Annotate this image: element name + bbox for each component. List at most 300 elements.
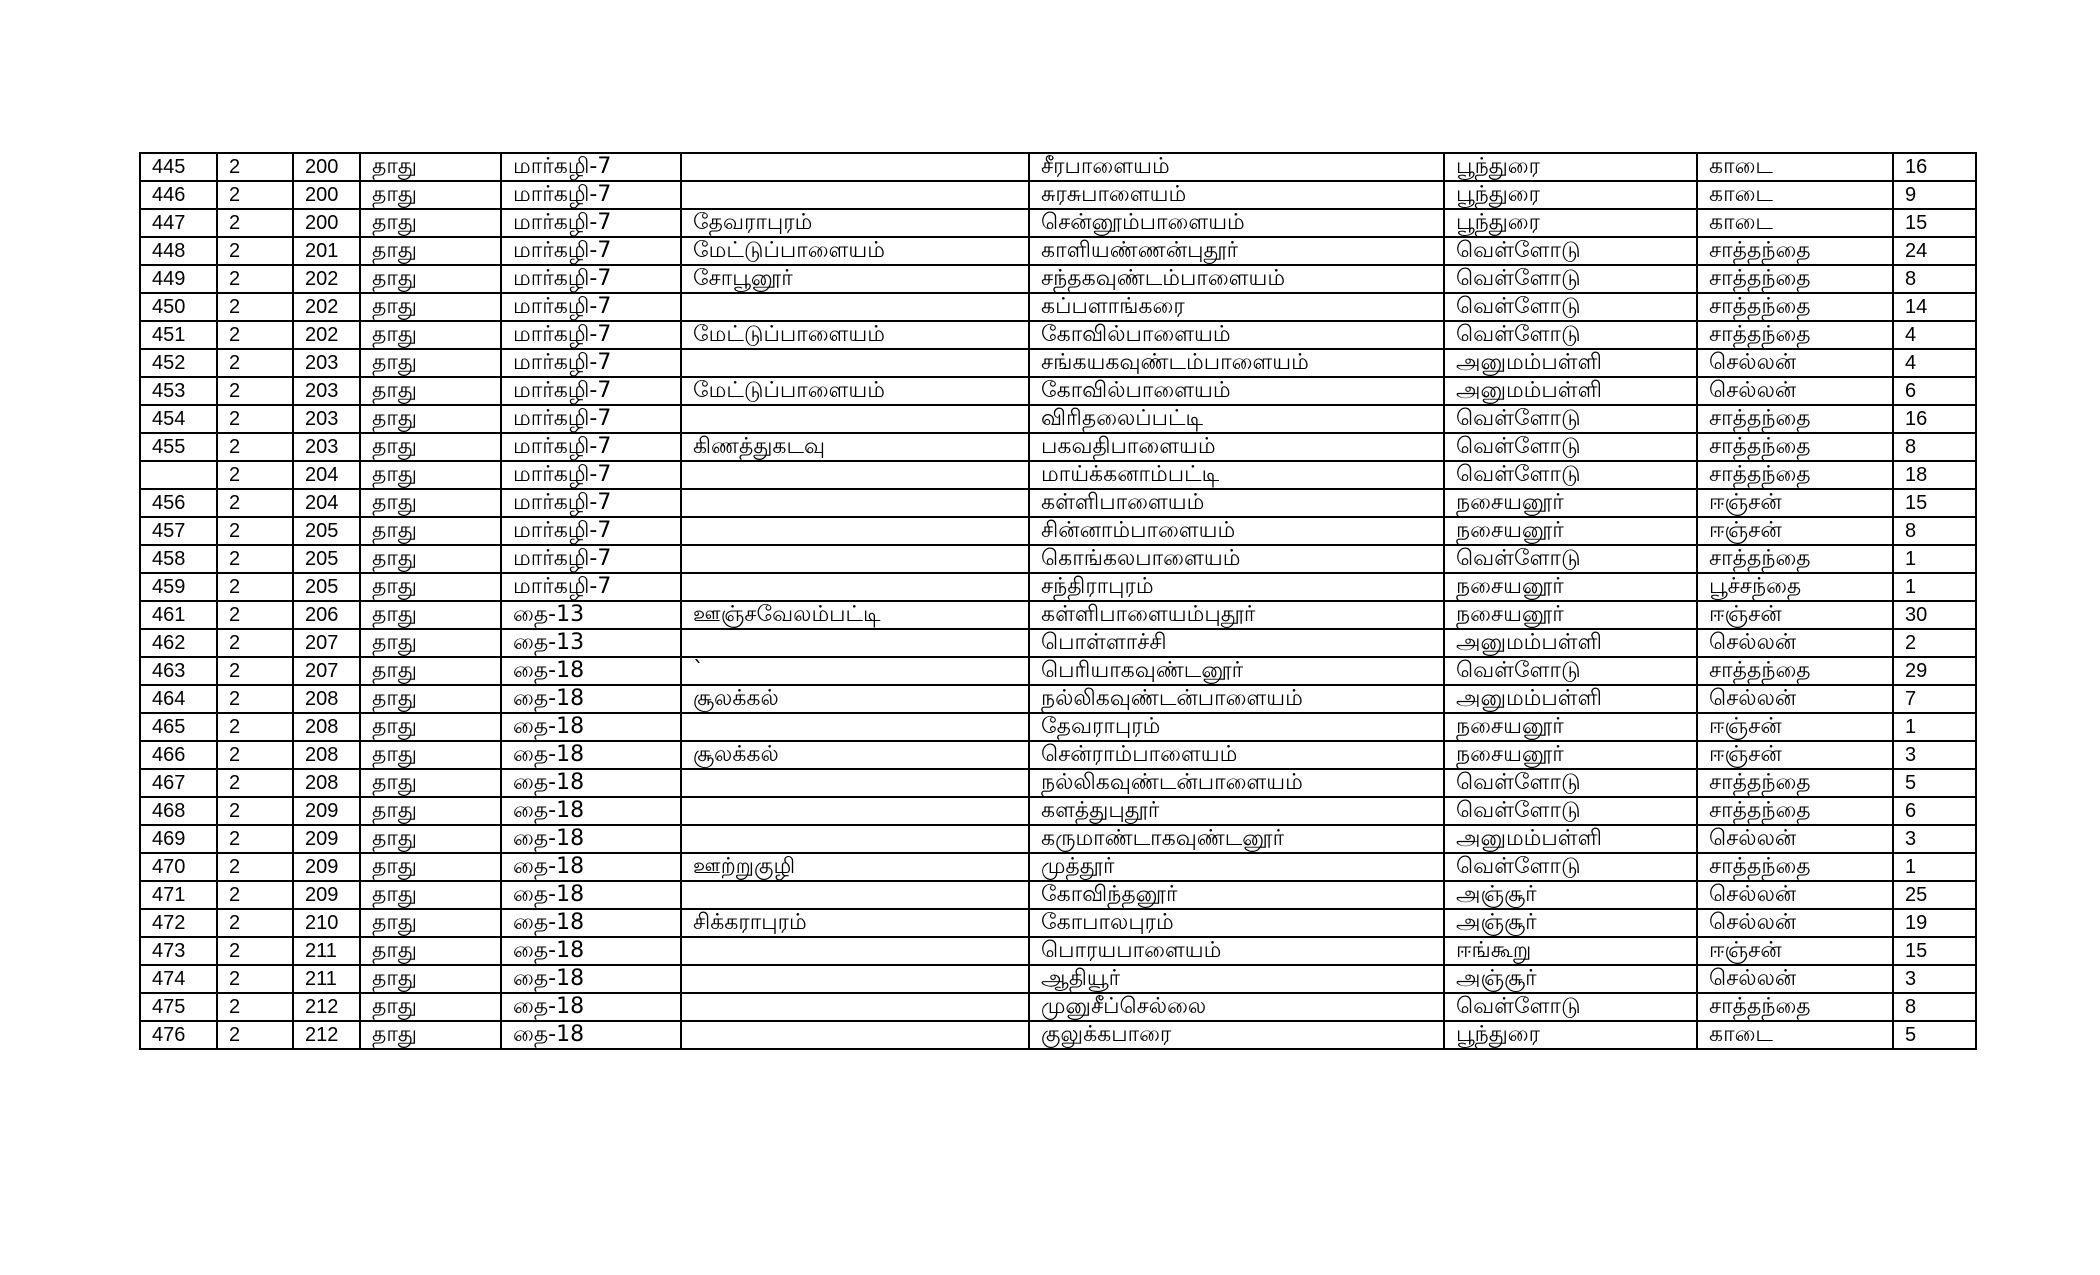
origin-village-cell: ஊஞ்சவேலம்பட்டி (681, 601, 1029, 629)
serial-cell: 472 (140, 909, 217, 937)
volume-cell: 2 (217, 293, 293, 321)
serial-cell: 475 (140, 993, 217, 1021)
table-row (140, 489, 1976, 517)
date-cell: தை-18 (501, 1021, 681, 1049)
clan-cell: சாத்தந்தை (1697, 265, 1893, 293)
page-cell: 211 (293, 937, 360, 965)
date-cell: மார்கழி-7 (501, 545, 681, 573)
year-cell: தாது (360, 377, 501, 405)
count-cell: 15 (1893, 489, 1976, 517)
count-cell: 7 (1893, 685, 1976, 713)
table-row (140, 209, 1976, 237)
serial-cell: 456 (140, 489, 217, 517)
origin-village-cell: மேட்டுப்பாளையம் (681, 377, 1029, 405)
origin-village-cell: சூலக்கல் (681, 685, 1029, 713)
page-cell: 208 (293, 769, 360, 797)
date-cell: மார்கழி-7 (501, 293, 681, 321)
year-cell: தாது (360, 237, 501, 265)
origin-village-cell (681, 797, 1029, 825)
clan-cell: காடை (1697, 209, 1893, 237)
table-row (140, 601, 1976, 629)
clan-cell: செல்லன் (1697, 349, 1893, 377)
origin-village-cell (681, 937, 1029, 965)
date-cell: மார்கழி-7 (501, 209, 681, 237)
count-cell: 1 (1893, 853, 1976, 881)
clan-cell: செல்லன் (1697, 825, 1893, 853)
table-row (140, 1021, 1976, 1049)
town-cell: நசையனூர் (1444, 741, 1697, 769)
origin-village-cell (681, 769, 1029, 797)
origin-village-cell: சிக்கராபுரம் (681, 909, 1029, 937)
volume-cell: 2 (217, 461, 293, 489)
count-cell: 18 (1893, 461, 1976, 489)
village-cell: சின்னாம்பாளையம் (1029, 517, 1444, 545)
village-cell: நல்லிகவுண்டன்பாளையம் (1029, 685, 1444, 713)
date-cell: மார்கழி-7 (501, 321, 681, 349)
table-row (140, 405, 1976, 433)
table-row (140, 685, 1976, 713)
volume-cell: 2 (217, 881, 293, 909)
date-cell: தை-18 (501, 797, 681, 825)
town-cell: அனுமம்பள்ளி (1444, 685, 1697, 713)
page-cell: 203 (293, 433, 360, 461)
table-row (140, 797, 1976, 825)
origin-village-cell (681, 573, 1029, 601)
table-row (140, 461, 1976, 489)
year-cell: தாது (360, 461, 501, 489)
count-cell: 24 (1893, 237, 1976, 265)
village-cell: பொள்ளாச்சி (1029, 629, 1444, 657)
year-cell: தாது (360, 1021, 501, 1049)
village-cell: நல்லிகவுண்டன்பாளையம் (1029, 769, 1444, 797)
year-cell: தாது (360, 853, 501, 881)
count-cell: 8 (1893, 993, 1976, 1021)
page-cell: 202 (293, 265, 360, 293)
volume-cell: 2 (217, 321, 293, 349)
serial-cell: 463 (140, 657, 217, 685)
village-cell: மாய்க்கனாம்பட்டி (1029, 461, 1444, 489)
volume-cell: 2 (217, 685, 293, 713)
page-cell: 206 (293, 601, 360, 629)
volume-cell: 2 (217, 965, 293, 993)
village-cell: முத்தூர் (1029, 853, 1444, 881)
serial-cell: 445 (140, 153, 217, 181)
date-cell: மார்கழி-7 (501, 153, 681, 181)
date-cell: மார்கழி-7 (501, 517, 681, 545)
count-cell: 1 (1893, 713, 1976, 741)
clan-cell: ஈஞ்சன் (1697, 601, 1893, 629)
serial-cell: 462 (140, 629, 217, 657)
date-cell: தை-18 (501, 881, 681, 909)
table-row (140, 853, 1976, 881)
table-row (140, 265, 1976, 293)
origin-village-cell (681, 153, 1029, 181)
serial-cell (140, 461, 217, 489)
origin-village-cell: கிணத்துகடவு (681, 433, 1029, 461)
village-cell: காளியண்ணன்புதூர் (1029, 237, 1444, 265)
count-cell: 15 (1893, 937, 1976, 965)
count-cell: 2 (1893, 629, 1976, 657)
serial-cell: 459 (140, 573, 217, 601)
table-row (140, 769, 1976, 797)
table-row (140, 377, 1976, 405)
volume-cell: 2 (217, 517, 293, 545)
origin-village-cell (681, 181, 1029, 209)
volume-cell: 2 (217, 937, 293, 965)
page-cell: 212 (293, 1021, 360, 1049)
origin-village-cell (681, 349, 1029, 377)
town-cell: நசையனூர் (1444, 601, 1697, 629)
serial-cell: 476 (140, 1021, 217, 1049)
origin-village-cell: ஊற்றுகுழி (681, 853, 1029, 881)
count-cell: 9 (1893, 181, 1976, 209)
clan-cell: பூச்சந்தை (1697, 573, 1893, 601)
count-cell: 8 (1893, 517, 1976, 545)
clan-cell: சாத்தந்தை (1697, 797, 1893, 825)
page-cell: 208 (293, 713, 360, 741)
date-cell: மார்கழி-7 (501, 573, 681, 601)
count-cell: 3 (1893, 741, 1976, 769)
origin-village-cell (681, 489, 1029, 517)
town-cell: அஞ்சூர் (1444, 965, 1697, 993)
serial-cell: 471 (140, 881, 217, 909)
clan-cell: செல்லன் (1697, 965, 1893, 993)
serial-cell: 466 (140, 741, 217, 769)
village-cell: சந்தகவுண்டம்பாளையம் (1029, 265, 1444, 293)
village-cell: கோவில்பாளையம் (1029, 321, 1444, 349)
register-table (139, 152, 1977, 1050)
village-cell: பொரயபாளையம் (1029, 937, 1444, 965)
serial-cell: 454 (140, 405, 217, 433)
page-cell: 203 (293, 405, 360, 433)
count-cell: 25 (1893, 881, 1976, 909)
town-cell: அனுமம்பள்ளி (1444, 629, 1697, 657)
table-row (140, 349, 1976, 377)
town-cell: வெள்ளோடு (1444, 265, 1697, 293)
serial-cell: 449 (140, 265, 217, 293)
volume-cell: 2 (217, 629, 293, 657)
town-cell: பூந்துரை (1444, 153, 1697, 181)
count-cell: 4 (1893, 349, 1976, 377)
date-cell: தை-18 (501, 825, 681, 853)
date-cell: தை-18 (501, 713, 681, 741)
year-cell: தாது (360, 685, 501, 713)
origin-village-cell (681, 629, 1029, 657)
village-cell: கோபாலபுரம் (1029, 909, 1444, 937)
clan-cell: ஈஞ்சன் (1697, 517, 1893, 545)
date-cell: தை-18 (501, 657, 681, 685)
clan-cell: காடை (1697, 181, 1893, 209)
village-cell: கள்ளிபாளையம்புதூர் (1029, 601, 1444, 629)
clan-cell: செல்லன் (1697, 909, 1893, 937)
page-cell: 211 (293, 965, 360, 993)
clan-cell: சாத்தந்தை (1697, 461, 1893, 489)
village-cell: சீரபாளையம் (1029, 153, 1444, 181)
page-cell: 212 (293, 993, 360, 1021)
volume-cell: 2 (217, 181, 293, 209)
origin-village-cell: சூலக்கல் (681, 741, 1029, 769)
date-cell: மார்கழி-7 (501, 461, 681, 489)
town-cell: பூந்துரை (1444, 1021, 1697, 1049)
serial-cell: 447 (140, 209, 217, 237)
town-cell: வெள்ளோடு (1444, 237, 1697, 265)
page-cell: 204 (293, 489, 360, 517)
count-cell: 6 (1893, 797, 1976, 825)
clan-cell: சாத்தந்தை (1697, 993, 1893, 1021)
origin-village-cell (681, 405, 1029, 433)
volume-cell: 2 (217, 825, 293, 853)
origin-village-cell (681, 825, 1029, 853)
count-cell: 19 (1893, 909, 1976, 937)
volume-cell: 2 (217, 1021, 293, 1049)
town-cell: அனுமம்பள்ளி (1444, 377, 1697, 405)
page-cell: 203 (293, 377, 360, 405)
town-cell: அஞ்சூர் (1444, 881, 1697, 909)
serial-cell: 458 (140, 545, 217, 573)
table-row (140, 181, 1976, 209)
year-cell: தாது (360, 713, 501, 741)
count-cell: 5 (1893, 1021, 1976, 1049)
serial-cell: 453 (140, 377, 217, 405)
origin-village-cell (681, 713, 1029, 741)
year-cell: தாது (360, 405, 501, 433)
serial-cell: 474 (140, 965, 217, 993)
count-cell: 1 (1893, 573, 1976, 601)
volume-cell: 2 (217, 545, 293, 573)
date-cell: தை-18 (501, 937, 681, 965)
table-row (140, 517, 1976, 545)
date-cell: மார்கழி-7 (501, 377, 681, 405)
village-cell: சென்ராம்பாளையம் (1029, 741, 1444, 769)
date-cell: மார்கழி-7 (501, 181, 681, 209)
town-cell: வெள்ளோடு (1444, 545, 1697, 573)
village-cell: கொங்கலபாளையம் (1029, 545, 1444, 573)
serial-cell: 470 (140, 853, 217, 881)
village-cell: பகவதிபாளையம் (1029, 433, 1444, 461)
table-row (140, 573, 1976, 601)
table-row (140, 545, 1976, 573)
serial-cell: 446 (140, 181, 217, 209)
volume-cell: 2 (217, 489, 293, 517)
clan-cell: செல்லன் (1697, 377, 1893, 405)
year-cell: தாது (360, 769, 501, 797)
volume-cell: 2 (217, 153, 293, 181)
town-cell: வெள்ளோடு (1444, 853, 1697, 881)
volume-cell: 2 (217, 265, 293, 293)
year-cell: தாது (360, 349, 501, 377)
page-cell: 202 (293, 293, 360, 321)
volume-cell: 2 (217, 769, 293, 797)
table-row (140, 237, 1976, 265)
village-cell: சுரசுபாளையம் (1029, 181, 1444, 209)
clan-cell: செல்லன் (1697, 881, 1893, 909)
count-cell: 14 (1893, 293, 1976, 321)
serial-cell: 467 (140, 769, 217, 797)
year-cell: தாது (360, 209, 501, 237)
origin-village-cell: மேட்டுப்பாளையம் (681, 237, 1029, 265)
serial-cell: 469 (140, 825, 217, 853)
town-cell: வெள்ளோடு (1444, 993, 1697, 1021)
volume-cell: 2 (217, 713, 293, 741)
table-row (140, 153, 1976, 181)
origin-village-cell: ` (681, 657, 1029, 685)
count-cell: 5 (1893, 769, 1976, 797)
clan-cell: சாத்தந்தை (1697, 769, 1893, 797)
page-cell: 205 (293, 517, 360, 545)
table-row (140, 965, 1976, 993)
date-cell: மார்கழி-7 (501, 405, 681, 433)
page-cell: 201 (293, 237, 360, 265)
village-cell: கருமாண்டாகவுண்டனூர் (1029, 825, 1444, 853)
village-cell: சந்திராபுரம் (1029, 573, 1444, 601)
volume-cell: 2 (217, 853, 293, 881)
table-row (140, 993, 1976, 1021)
volume-cell: 2 (217, 993, 293, 1021)
count-cell: 8 (1893, 433, 1976, 461)
count-cell: 16 (1893, 405, 1976, 433)
town-cell: நசையனூர் (1444, 573, 1697, 601)
table-row (140, 741, 1976, 769)
page-cell: 202 (293, 321, 360, 349)
volume-cell: 2 (217, 405, 293, 433)
town-cell: வெள்ளோடு (1444, 405, 1697, 433)
year-cell: தாது (360, 489, 501, 517)
town-cell: வெள்ளோடு (1444, 321, 1697, 349)
origin-village-cell (681, 461, 1029, 489)
page-cell: 200 (293, 181, 360, 209)
table-row (140, 657, 1976, 685)
clan-cell: செல்லன் (1697, 629, 1893, 657)
serial-cell: 465 (140, 713, 217, 741)
year-cell: தாது (360, 741, 501, 769)
table-body (140, 153, 1976, 1049)
clan-cell: செல்லன் (1697, 685, 1893, 713)
town-cell: வெள்ளோடு (1444, 797, 1697, 825)
volume-cell: 2 (217, 601, 293, 629)
date-cell: தை-18 (501, 769, 681, 797)
table-row (140, 825, 1976, 853)
year-cell: தாது (360, 601, 501, 629)
year-cell: தாது (360, 825, 501, 853)
page-cell: 203 (293, 349, 360, 377)
serial-cell: 468 (140, 797, 217, 825)
origin-village-cell (681, 1021, 1029, 1049)
page-cell: 200 (293, 209, 360, 237)
volume-cell: 2 (217, 349, 293, 377)
town-cell: வெள்ளோடு (1444, 769, 1697, 797)
count-cell: 3 (1893, 825, 1976, 853)
clan-cell: காடை (1697, 153, 1893, 181)
page-cell: 205 (293, 545, 360, 573)
clan-cell: சாத்தந்தை (1697, 237, 1893, 265)
village-cell: கோவிந்தனூர் (1029, 881, 1444, 909)
table-row (140, 909, 1976, 937)
origin-village-cell: சோபூனூர் (681, 265, 1029, 293)
clan-cell: சாத்தந்தை (1697, 293, 1893, 321)
village-cell: சென்னூம்பாளையம் (1029, 209, 1444, 237)
date-cell: தை-18 (501, 741, 681, 769)
origin-village-cell (681, 993, 1029, 1021)
page-cell: 209 (293, 881, 360, 909)
volume-cell: 2 (217, 909, 293, 937)
town-cell: ஈங்கூறு (1444, 937, 1697, 965)
register-sheet (139, 152, 1975, 1050)
year-cell: தாது (360, 181, 501, 209)
year-cell: தாது (360, 293, 501, 321)
volume-cell: 2 (217, 573, 293, 601)
origin-village-cell (681, 965, 1029, 993)
town-cell: வெள்ளோடு (1444, 461, 1697, 489)
serial-cell: 473 (140, 937, 217, 965)
count-cell: 29 (1893, 657, 1976, 685)
clan-cell: சாத்தந்தை (1697, 405, 1893, 433)
village-cell: கப்பளாங்கரை (1029, 293, 1444, 321)
village-cell: கோவில்பாளையம் (1029, 377, 1444, 405)
origin-village-cell: மேட்டுப்பாளையம் (681, 321, 1029, 349)
clan-cell: காடை (1697, 1021, 1893, 1049)
clan-cell: ஈஞ்சன் (1697, 741, 1893, 769)
serial-cell: 451 (140, 321, 217, 349)
year-cell: தாது (360, 321, 501, 349)
date-cell: மார்கழி-7 (501, 489, 681, 517)
page-cell: 208 (293, 741, 360, 769)
year-cell: தாது (360, 881, 501, 909)
origin-village-cell (681, 517, 1029, 545)
year-cell: தாது (360, 433, 501, 461)
page-cell: 209 (293, 825, 360, 853)
count-cell: 8 (1893, 265, 1976, 293)
table-row (140, 629, 1976, 657)
date-cell: மார்கழி-7 (501, 349, 681, 377)
page-cell: 209 (293, 853, 360, 881)
year-cell: தாது (360, 573, 501, 601)
clan-cell: ஈஞ்சன் (1697, 937, 1893, 965)
date-cell: தை-18 (501, 853, 681, 881)
date-cell: தை-18 (501, 909, 681, 937)
serial-cell: 457 (140, 517, 217, 545)
clan-cell: சாத்தந்தை (1697, 657, 1893, 685)
page-cell: 209 (293, 797, 360, 825)
page-cell: 207 (293, 629, 360, 657)
volume-cell: 2 (217, 237, 293, 265)
serial-cell: 450 (140, 293, 217, 321)
page-cell: 208 (293, 685, 360, 713)
volume-cell: 2 (217, 657, 293, 685)
year-cell: தாது (360, 909, 501, 937)
date-cell: தை-18 (501, 993, 681, 1021)
clan-cell: ஈஞ்சன் (1697, 713, 1893, 741)
town-cell: வெள்ளோடு (1444, 433, 1697, 461)
village-cell: கள்ளிபாளையம் (1029, 489, 1444, 517)
table-row (140, 881, 1976, 909)
town-cell: நசையனூர் (1444, 713, 1697, 741)
clan-cell: சாத்தந்தை (1697, 545, 1893, 573)
date-cell: தை-13 (501, 629, 681, 657)
village-cell: சங்கயகவுண்டம்பாளையம் (1029, 349, 1444, 377)
page-cell: 204 (293, 461, 360, 489)
village-cell: குலுக்கபாரை (1029, 1021, 1444, 1049)
date-cell: மார்கழி-7 (501, 265, 681, 293)
town-cell: அஞ்சூர் (1444, 909, 1697, 937)
year-cell: தாது (360, 993, 501, 1021)
town-cell: நசையனூர் (1444, 517, 1697, 545)
village-cell: களத்துபுதூர் (1029, 797, 1444, 825)
date-cell: மார்கழி-7 (501, 433, 681, 461)
village-cell: தேவராபுரம் (1029, 713, 1444, 741)
town-cell: அனுமம்பள்ளி (1444, 349, 1697, 377)
year-cell: தாது (360, 265, 501, 293)
date-cell: தை-18 (501, 965, 681, 993)
